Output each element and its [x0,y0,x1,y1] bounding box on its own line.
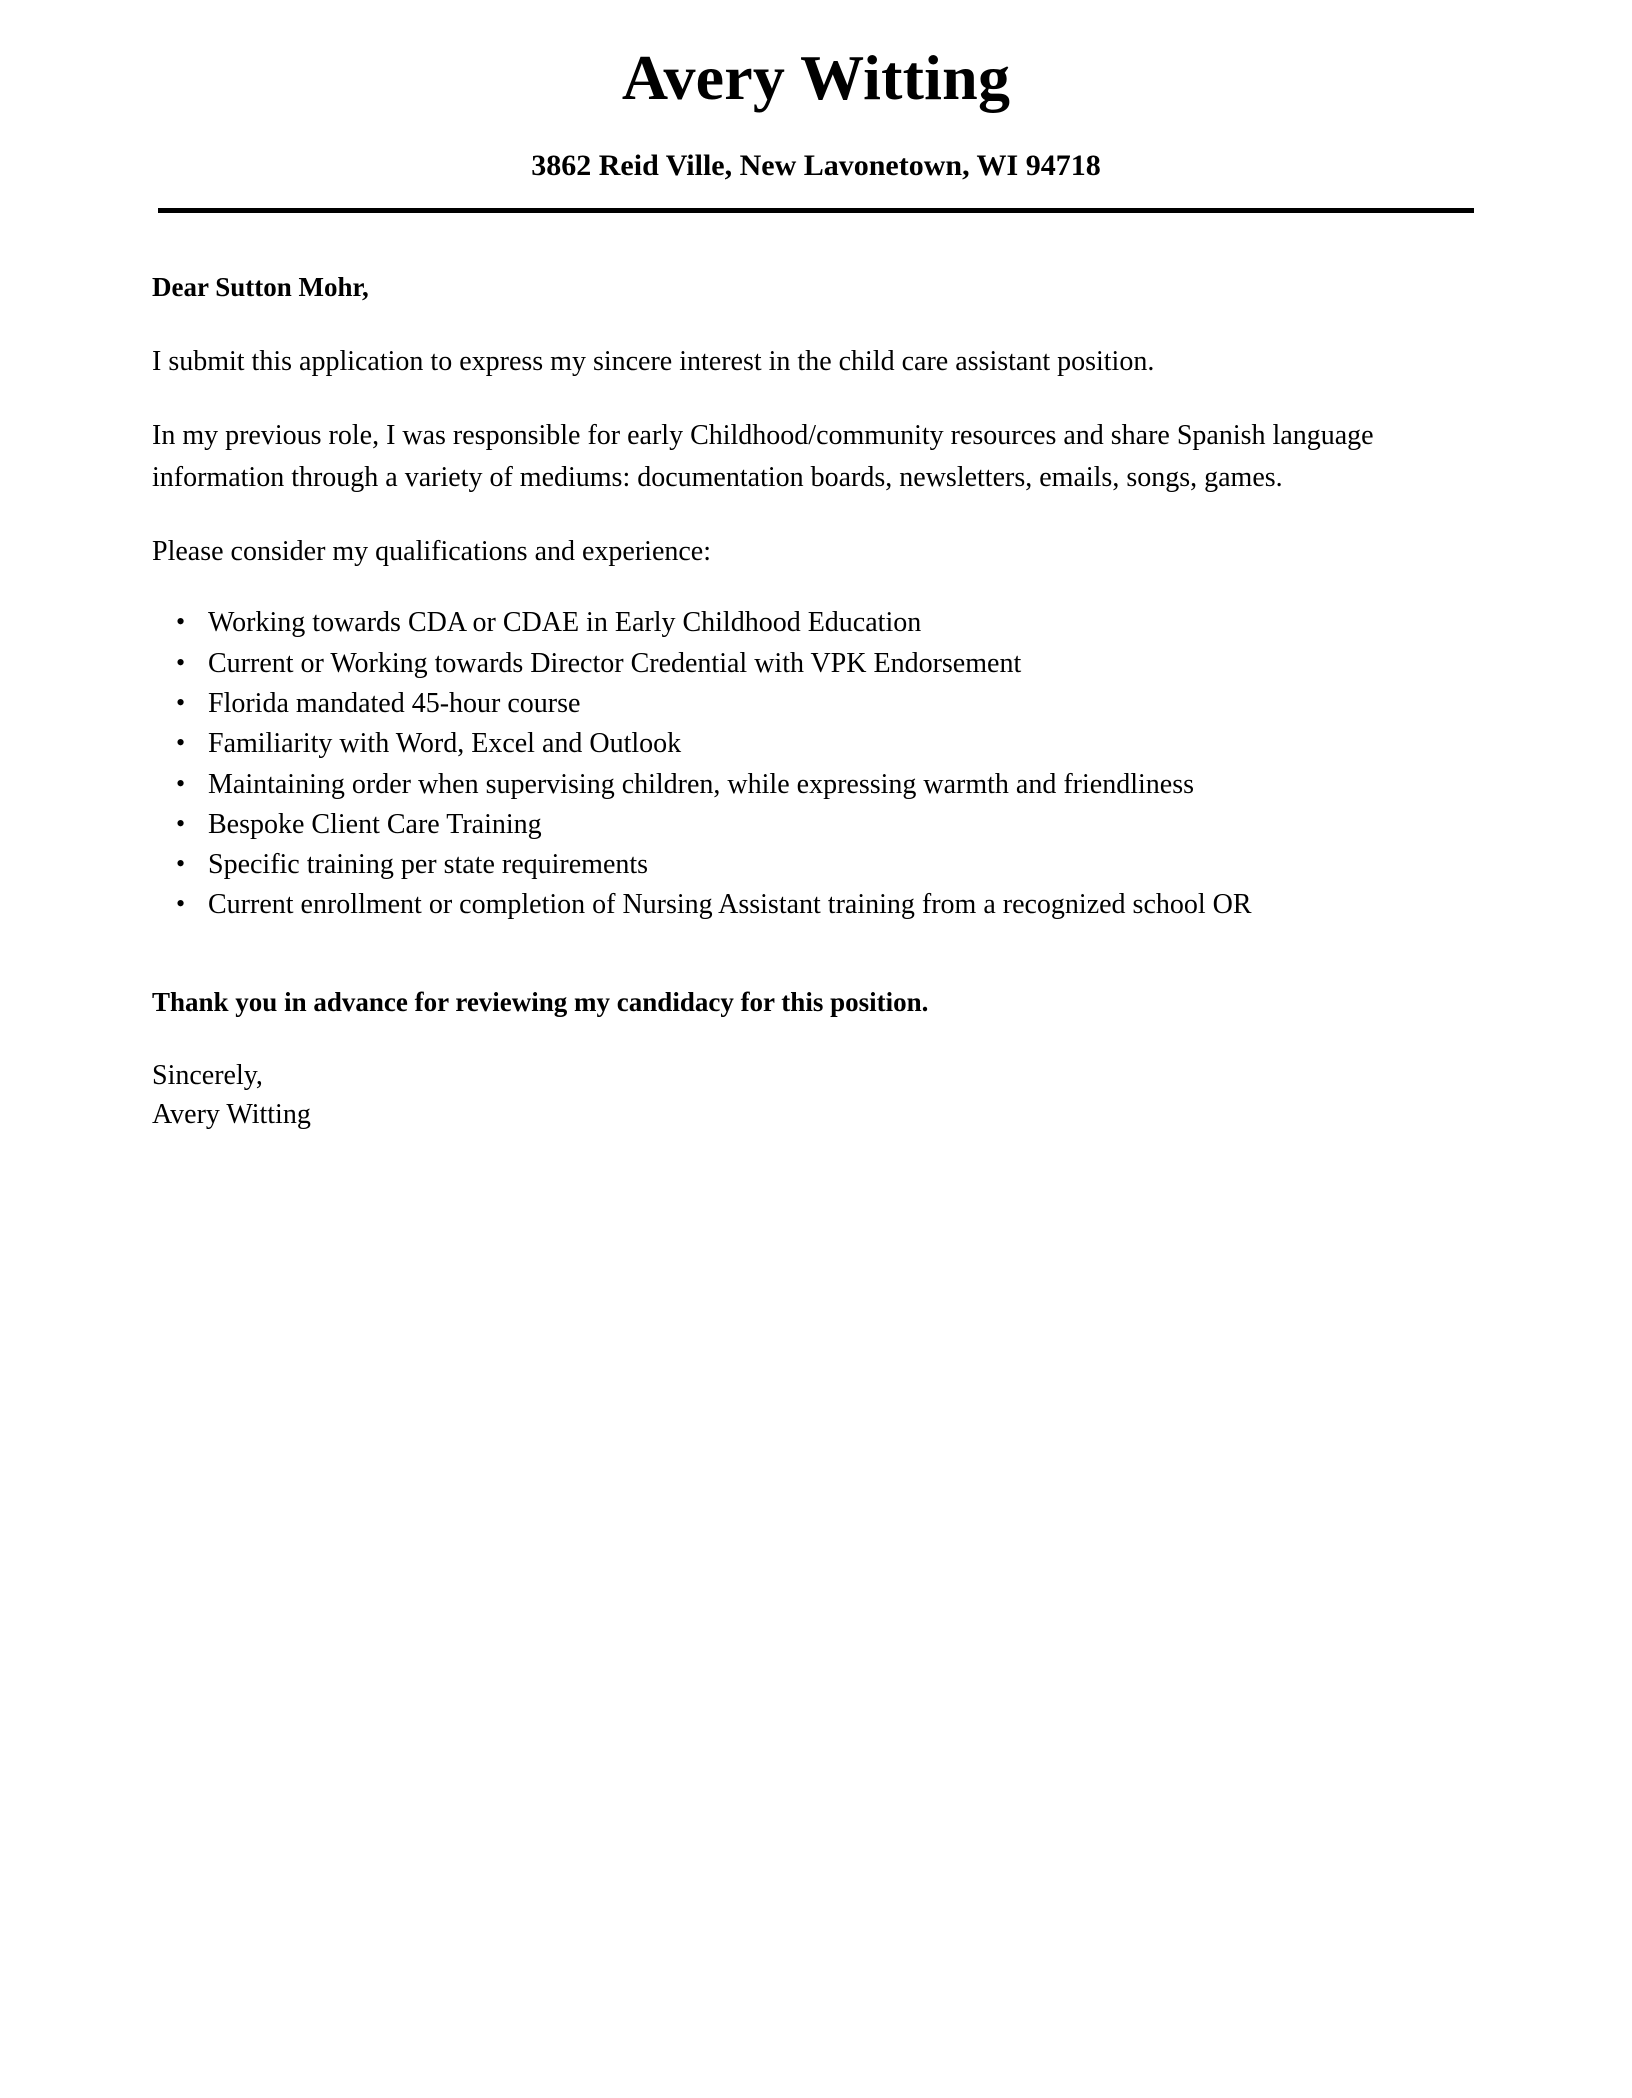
list-item: • Specific training per state requirements [152,845,1474,885]
list-item: • Florida mandated 45-hour course [152,684,1474,724]
qualifications-list [152,603,1474,962]
signature-block [152,1056,1474,1136]
experience-paragraph: In my previous role, I was responsible for early Childhood/community resources and share Spanish language information through a variety of mediums: documentation boards, newsletters, emails, songs, games. [152,420,1374,494]
page-title: Avery Witting [621,42,1011,113]
list-item: • Current enrollment or completion of Nursing Assistant training from a recognized school OR [152,885,1474,925]
list-item: • Current or Working towards Director Credential with VPK Endorsement [152,644,1474,684]
address-line: 3862 Reid Ville, New Lavonetown, WI 94718 [531,148,1101,182]
salutation: Dear Sutton Mohr, [152,271,369,302]
list-item: • Bespoke Client Care Training [152,805,1474,845]
list-item: • Familiarity with Word, Excel and Outlook [152,724,1474,764]
qualifications-lead-in: Please consider my qualifications and experience: [152,536,712,568]
signoff-closing: Sincerely, [152,1059,263,1091]
signoff-name: Avery Witting [152,1099,311,1131]
thank-you-line: Thank you in advance for reviewing my candidacy for this position. [152,986,929,1017]
letterhead [0,0,1632,213]
list-item: • Maintaining order when supervising children, while expressing warmth and friendliness [152,765,1474,805]
list-item: • Working towards CDA or CDAE in Early Childhood Education [152,603,1474,643]
letter-body [152,213,1474,1135]
intro-paragraph: I submit this application to express my sincere interest in the child care assistant position. [152,346,1155,378]
